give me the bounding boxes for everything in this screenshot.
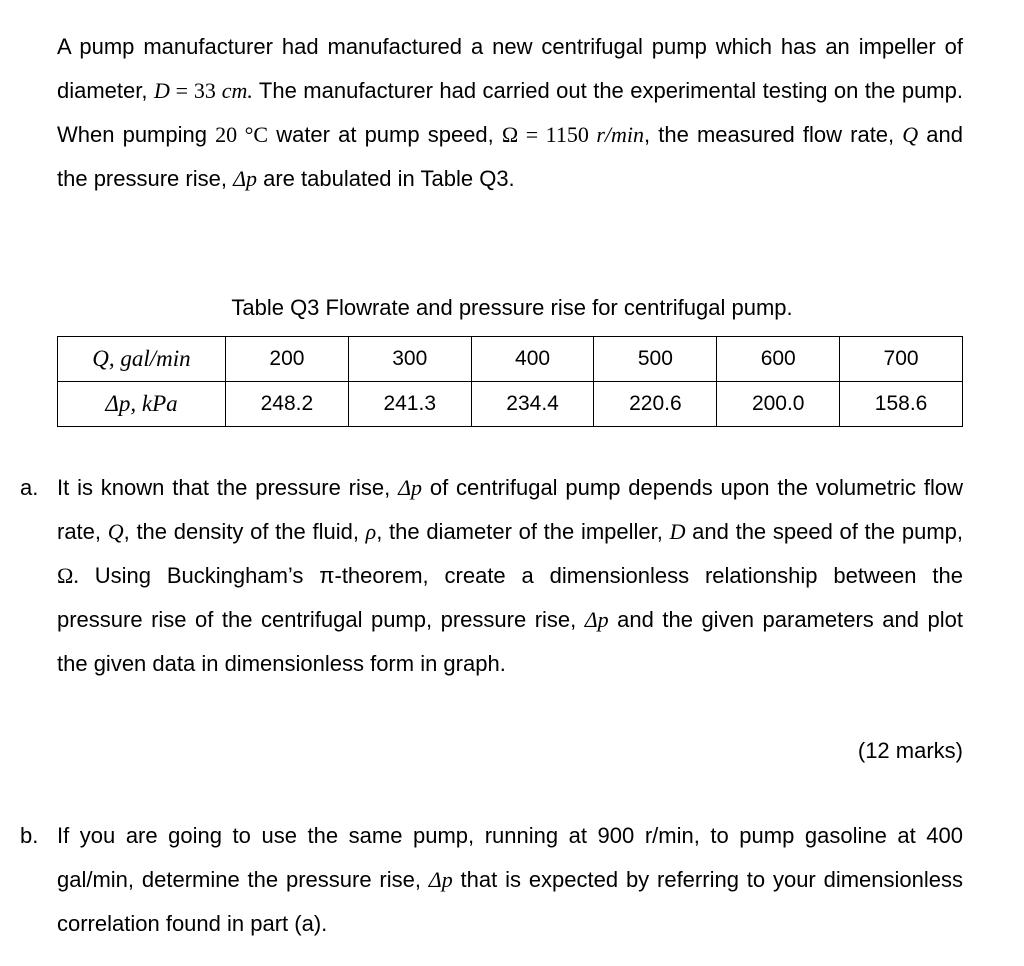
table-cell: 200.0	[717, 382, 840, 427]
table-cell: 248.2	[226, 382, 349, 427]
intro-paragraph	[57, 25, 963, 201]
diameter-symbol: D	[153, 78, 170, 103]
diameter-symbol: D	[669, 519, 686, 544]
intro-text-6: are tabulated in Table Q3.	[257, 166, 515, 191]
pressure-rise-symbol: Δp	[233, 166, 257, 191]
table-cell: 241.3	[348, 382, 471, 427]
table-cell: 158.6	[840, 382, 963, 427]
table-cell: 300	[348, 337, 471, 382]
flow-rate-symbol: Q	[107, 519, 124, 544]
table-caption: Table Q3 Flowrate and pressure rise for centrifugal pump.	[231, 295, 793, 320]
speed-symbol: Ω.	[57, 563, 79, 588]
density-symbol: ρ	[365, 519, 377, 544]
intro-text-4: , the measured flow rate,	[644, 122, 903, 147]
part-b-text: If you are going to use the same pump, running at 900 r/min, to pump gasoline at 400 gal/min, determine the pressure rise, Δp that is expected by referring to your dimensionless correlation found in part (a).	[57, 823, 963, 936]
table-cell: 500	[594, 337, 717, 382]
part-a-marks: (12 marks)	[857, 738, 963, 763]
table-cell: 400	[471, 337, 594, 382]
water-temperature: 20 °C	[215, 122, 269, 147]
flow-pressure-table	[57, 336, 963, 427]
intro-text-5: and the pressure rise,	[57, 122, 963, 191]
table-row-pressure	[58, 382, 963, 427]
pressure-rise-symbol: Δp	[584, 607, 609, 632]
row-label-flowrate: Q, gal/min	[58, 337, 226, 382]
intro-text-1: A pump manufacturer had manufactured a new centrifugal pump which has an impeller of diameter,	[57, 34, 963, 103]
table-cell: 700	[840, 337, 963, 382]
table-cell: 220.6	[594, 382, 717, 427]
table-cell: 600	[717, 337, 840, 382]
table-cell: 200	[226, 337, 349, 382]
question-part-b	[0, 814, 1024, 954]
pressure-rise-symbol: Δp	[398, 475, 423, 500]
pressure-rise-symbol: Δp	[428, 867, 453, 892]
diameter-value: = 33	[169, 78, 222, 103]
pump-speed-unit: r/min	[596, 122, 645, 147]
row-label-pressure: Δp, kPa	[58, 382, 226, 427]
table-row-flowrate	[58, 337, 963, 382]
pump-speed-value: Ω = 1150	[501, 122, 597, 147]
part-a-letter: a.	[20, 475, 39, 500]
intro-text-2: The manufacturer had carried out the experimental testing on the pump. When pumping	[57, 78, 963, 147]
intro-text-3: water at pump speed,	[268, 122, 502, 147]
flow-rate-symbol: Q	[902, 122, 919, 147]
part-a-text: It is known that the pressure rise, Δp of centrifugal pump depends upon the volumetric flow rate, Q, the density of the fluid, ρ, the diameter of the impeller, D and the speed of the pump, Ω. Using Buckingham’s π-theorem, create a dimensionless relationship between the pressure rise of the centrifugal pump, pressure rise, Δp and the given parameters and plot the given data in dimensionless form in graph.	[57, 475, 963, 676]
question-part-a	[0, 466, 1024, 736]
part-b-letter: b.	[20, 823, 39, 848]
diameter-unit: cm.	[221, 78, 253, 103]
table-cell: 234.4	[471, 382, 594, 427]
